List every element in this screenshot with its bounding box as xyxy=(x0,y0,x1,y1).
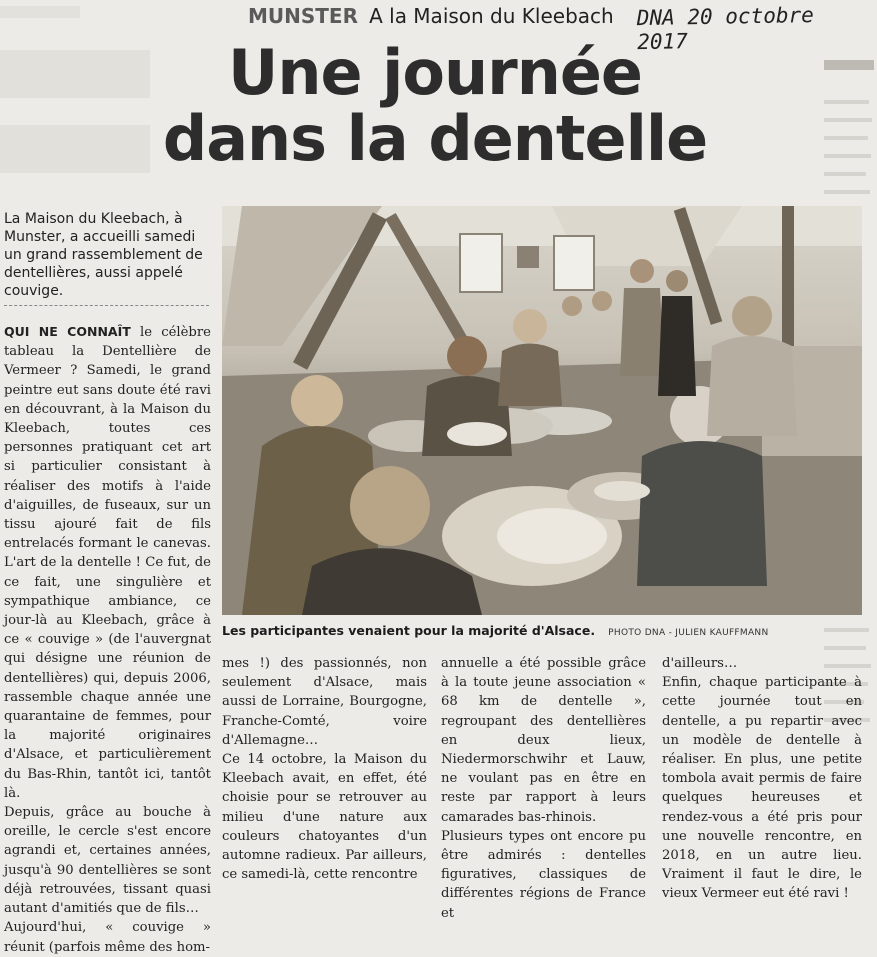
headline-line-1: Une journée xyxy=(228,36,642,109)
article-photo xyxy=(222,206,862,615)
body-paragraph-9: Enfin, chaque participante à cette journée tout en dentelle, a pu repartir avec un modèle de dentelle à réaliser. En plus, une petite tombola avait permis de faire quelques heureuses et rendez-vous a été pris pour une nouvelle rencontre, en 2018, en un autre lieu. Vraiment il faut le dire, le vieux Vermeer eut été ravi ! xyxy=(662,675,862,902)
body-paragraph-5: Ce 14 octobre, la Maison du Kleebach avait, en effet, été choisie pour se retrouver au milieu d'une nature aux couleurs chatoyantes d'un automne radieux. Par ailleurs, ce samedi-là, cette rencontre xyxy=(222,752,427,883)
adjacent-article-bleed-left xyxy=(0,0,160,200)
headline-line-2: dans la dentelle xyxy=(162,102,708,175)
article-header xyxy=(248,4,614,30)
body-paragraph-4: mes !) des passionnés, non seulement d'Alsace, mais aussi de Lorraine, Bourgogne, Franche-Comté, voire d'Allemagne… xyxy=(222,656,427,748)
body-paragraph-1-text: le célèbre tableau la Dentellière de Vermeer ? Samedi, le grand peintre eut sans doute été ravi en découvrant, à la Maison du Kleebach, toutes ces personnes pratiquant cet art si particulier consistant à réaliser des motifs à l'aide d'aiguilles, de fuseaux, sur un tissu ajouré fait de fils entrelacés formant le canevas. L'art de la dentelle ! Ce fut, de ce fait, une singulière et sympathique ambiance, ce jour-là au Kleebach, grâce à ce « couvige » (de l'auvergnat qui désigne une réunion de dentellières) qui, depuis 2006, rassemble chaque année une quarantaine de femmes, pour la majorité originaires d'Alsace, et particulièrement du Bas-Rhin, tantôt ici, tantôt là. xyxy=(4,325,211,801)
body-column-2 xyxy=(222,654,427,884)
venue-subkicker: A la Maison du Kleebach xyxy=(369,4,614,28)
body-column-3 xyxy=(441,654,646,923)
body-paragraph-2: Depuis, grâce au bouche à oreille, le cercle s'est encore agrandi et, certaines années, jusqu'à 90 dentellières se sont déjà retrouvées, tissant quasi autant d'amitiés que de fils… xyxy=(4,805,211,917)
lede-paragraph: La Maison du Kleebach, à Munster, a accueilli samedi un grand rassemblement de dentellières, aussi appelé couvige. xyxy=(4,211,203,299)
handwritten-date-note: DNA 20 octobre 2017 xyxy=(636,3,815,55)
body-column-4 xyxy=(662,654,862,904)
body-paragraph-8: d'ailleurs… xyxy=(662,656,738,671)
body-column-1 xyxy=(4,322,211,957)
photo-caption-row xyxy=(222,620,862,639)
photo-caption: Les participantes venaient pour la majorité d'Alsace. xyxy=(222,623,596,638)
lacemaking-scene-illustration xyxy=(222,206,862,615)
lead-in: QUI NE CONNAÎT xyxy=(4,324,131,339)
headline xyxy=(150,36,720,175)
body-paragraph-1 xyxy=(4,322,211,803)
location-kicker: MUNSTER xyxy=(248,4,358,28)
body-paragraph-3: Aujourd'hui, « couvige » réunit (parfois même des hom- xyxy=(4,920,211,955)
body-paragraph-7: Plusieurs types ont encore pu être admirés : dentelles figuratives, classiques de différentes régions de France et xyxy=(441,828,646,921)
lede-divider xyxy=(4,305,209,306)
photo-credit: PHOTO DNA - JULIEN KAUFFMANN xyxy=(608,628,769,638)
body-paragraph-6: annuelle a été possible grâce à la toute jeune association « 68 km de dentelle », regroupant des dentellières en deux lieux, Niedermorschwihr et Lauw, ne voulant pas en être en reste par rapport à leurs camarades bas-rhinois. xyxy=(441,656,646,825)
